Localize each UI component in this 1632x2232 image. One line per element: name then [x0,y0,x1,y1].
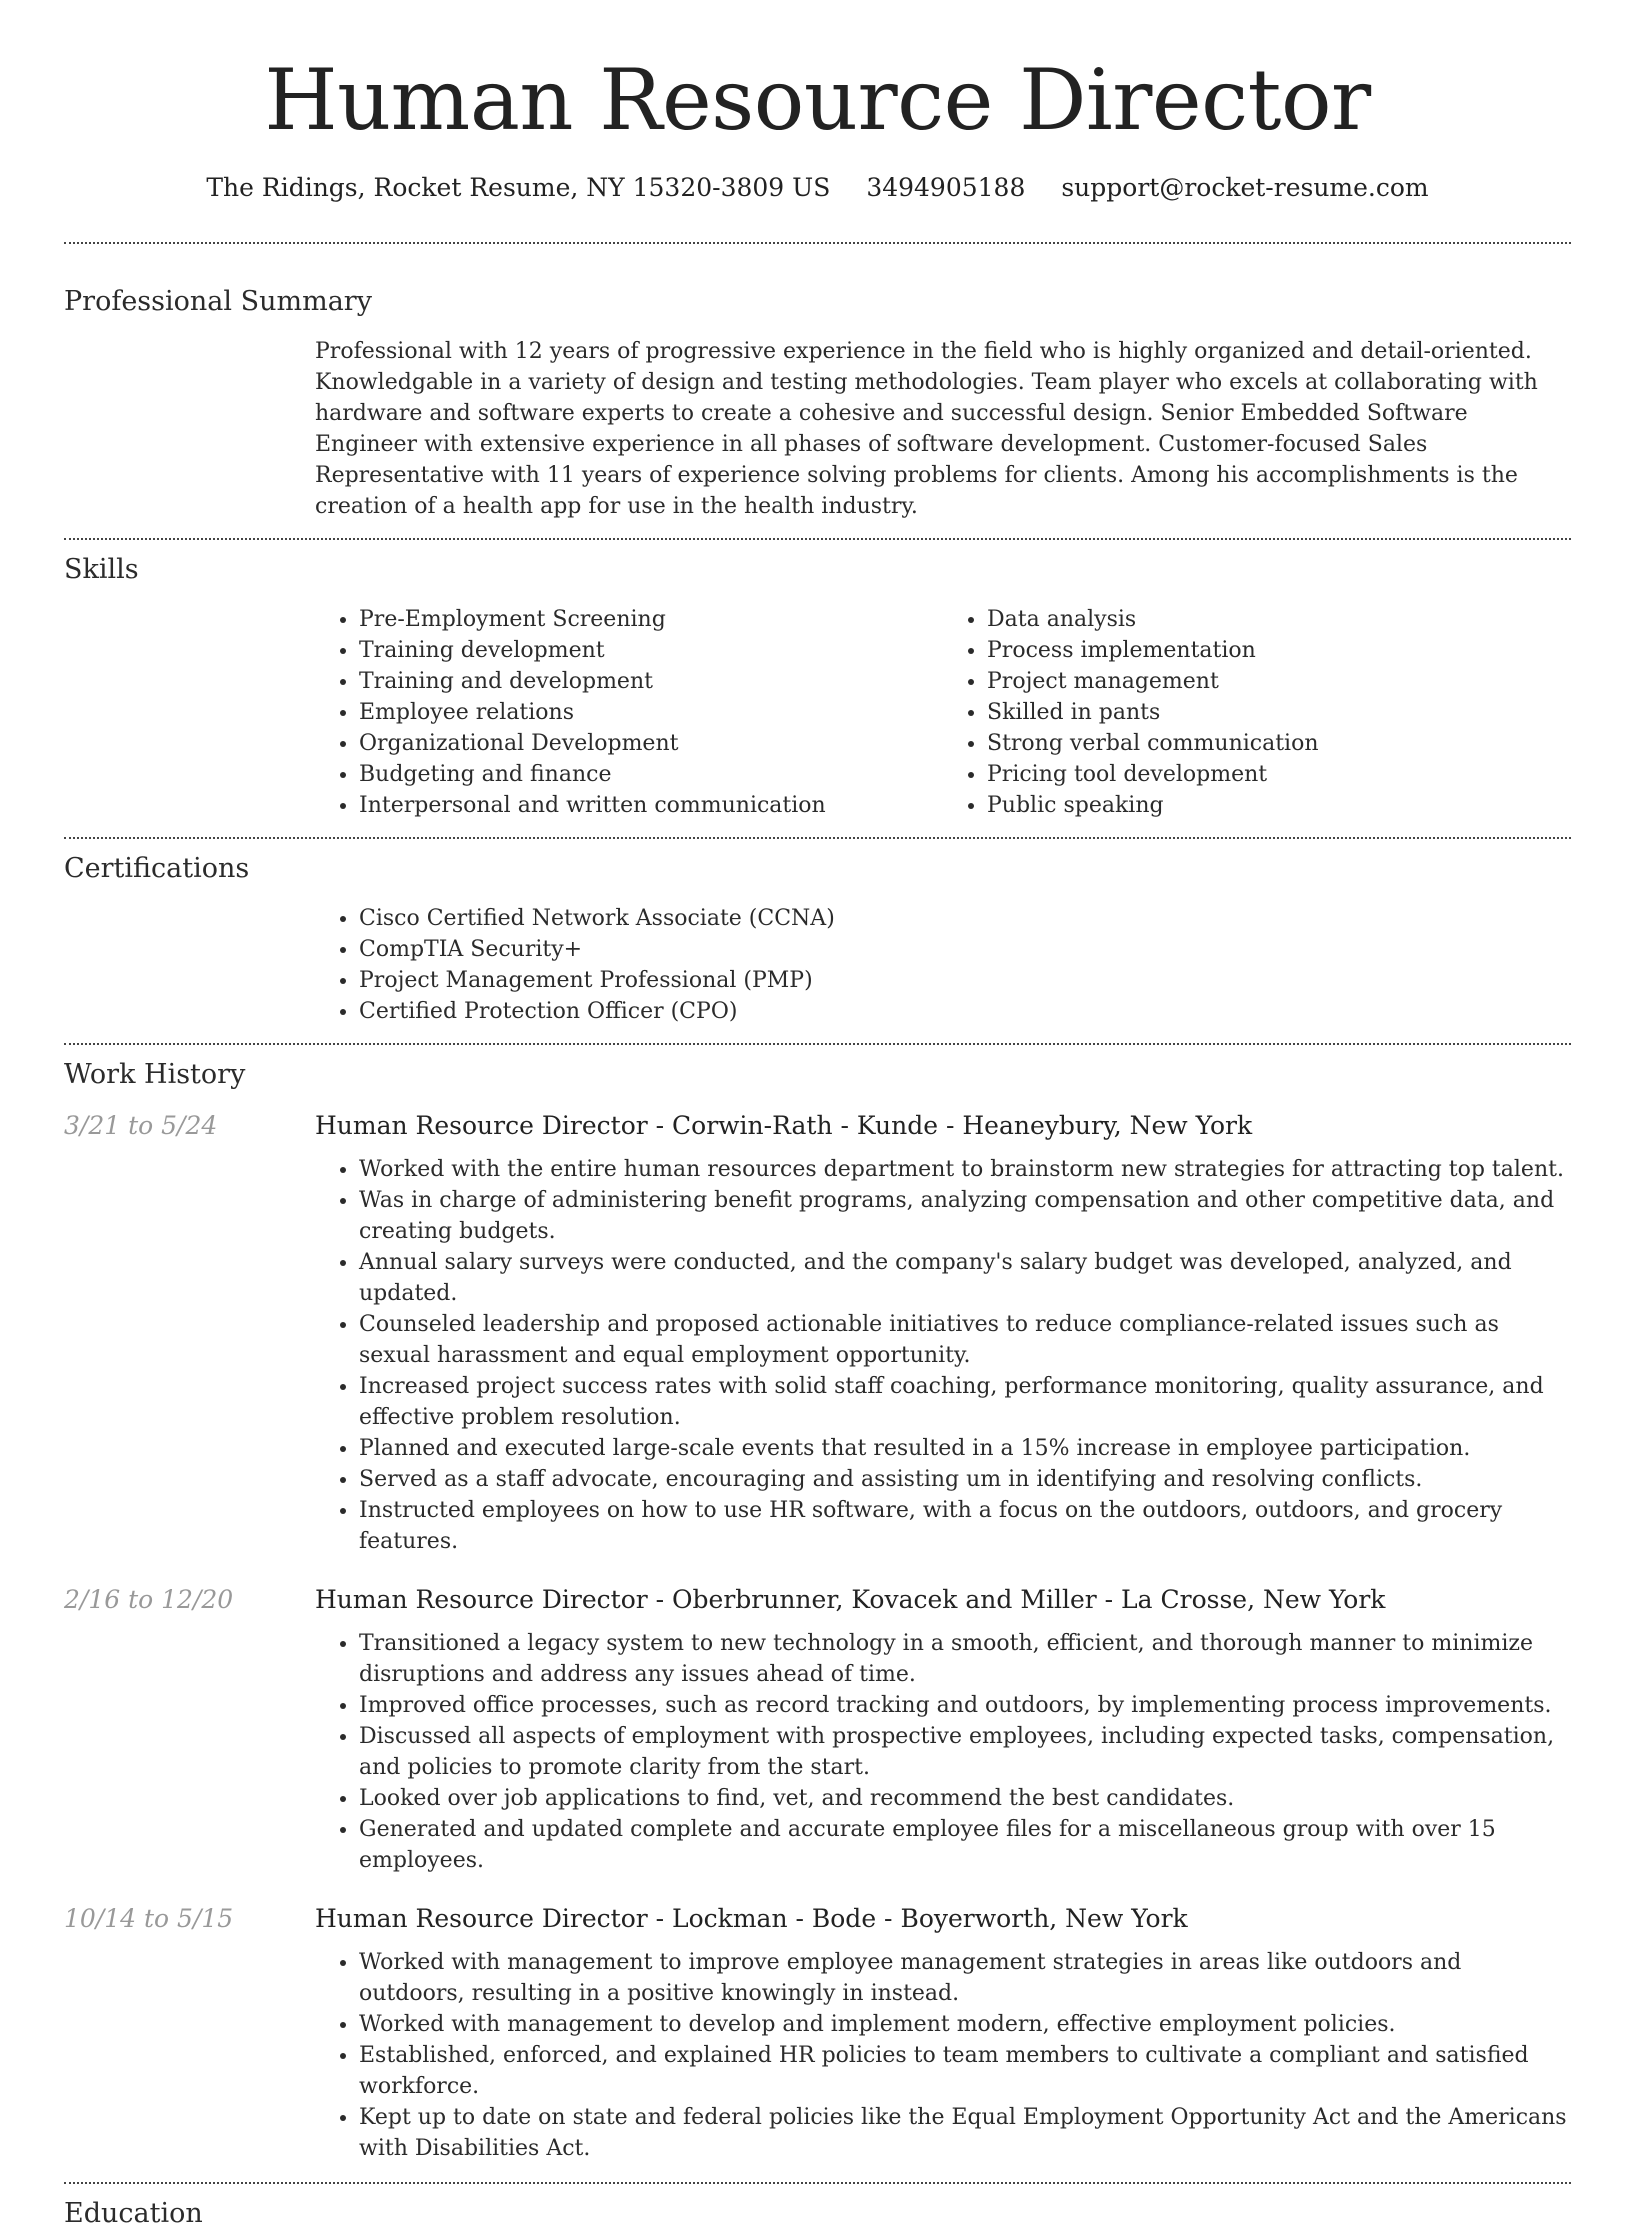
certification-item: • Cisco Certified Network Associate (CCNA) [359,903,1571,934]
job-bullet: • Discussed all aspects of employment with prospective employees, including expected tasks, compensation, and policies to promote clarity from the start. [359,1721,1571,1783]
job-bullet: • Instructed employees on how to use HR software, with a focus on the outdoors, outdoors, and grocery features. [359,1495,1571,1557]
certifications-bullets [315,903,1571,1027]
job-bullet: • Established, enforced, and explained HR policies to team members to cultivate a compliant and satisfied workforce. [359,2040,1571,2102]
resume-page [64,0,1571,2232]
job-bullet-list [315,1947,1571,2164]
job-header [64,1585,1571,1614]
job-bullet: • Looked over job applications to find, vet, and recommend the best candidates. [359,1783,1571,1814]
contact-phone: 3494905188 [866,173,1026,202]
job-header [64,1904,1571,1933]
certification-item: • CompTIA Security+ [359,934,1571,965]
job-bullet-list [315,1628,1571,1876]
skill-item: • Budgeting and finance [359,759,943,790]
divider [64,837,1571,839]
resume-name: Human Resource Director [264,51,1371,149]
job-bullet: • Improved office processes, such as record tracking and outdoors, by implementing process improvements. [359,1690,1571,1721]
job-header [64,1111,1571,1140]
job-bullet: • Counseled leadership and proposed actionable initiatives to reduce compliance-related issues such as sexual harassment and equal employment opportunity. [359,1309,1571,1371]
job-bullet-list [315,1154,1571,1557]
skill-item: • Organizational Development [359,728,943,759]
contact-email[interactable]: support@rocket-resume.com [1061,173,1429,202]
certification-item: • Project Management Professional (PMP) [359,965,1571,996]
skill-item: • Skilled in pants [987,697,1571,728]
skill-item: • Project management [987,666,1571,697]
divider [64,2182,1571,2184]
skills-list [315,604,1571,821]
divider [64,538,1571,540]
job-bullet: • Served as a staff advocate, encouraging and assisting um in identifying and resolving conflicts. [359,1464,1571,1495]
section-title-certifications: Certifications [64,853,250,884]
job-bullet: • Increased project success rates with solid staff coaching, performance monitoring, quality assurance, and effective problem resolution. [359,1371,1571,1433]
skill-item: • Public speaking [987,790,1571,821]
contact-address: The Ridings, Rocket Resume, NY 15320-3809 US [206,173,831,202]
job-bullet: • Annual salary surveys were conducted, and the company's salary budget was developed, analyzed, and updated. [359,1247,1571,1309]
section-title-education: Education [64,2198,203,2229]
job-dates: 10/14 to 5/15 [64,1904,234,1933]
job-bullets [315,1628,1571,1876]
section-title-summary: Professional Summary [64,286,372,317]
job-title: Human Resource Director - Oberbrunner, Kovacek and Miller - La Crosse, New York [315,1585,1386,1614]
certification-item: • Certified Protection Officer (CPO) [359,996,1571,1027]
job-bullets [315,1154,1571,1557]
job-bullet: • Transitioned a legacy system to new technology in a smooth, efficient, and thorough manner to minimize disruptions and address any issues ahead of time. [359,1628,1571,1690]
skill-item: • Training development [359,635,943,666]
skill-item: • Employee relations [359,697,943,728]
skill-item: • Pre-Employment Screening [359,604,943,635]
job-dates: 2/16 to 12/20 [64,1585,234,1614]
summary-text: Professional with 12 years of progressive experience in the field who is highly organized and detail-oriented. Knowledgable in a variety of design and testing methodologies. Team player who excels at collaborating with hardware and software experts to create a cohesive and successful design. Senior Embedded Software Engineer with extensive experience in all phases of software development. Customer-focused Sales Representative with 11 years of experience solving problems for clients. Among his accomplishments is the creation of a health app for use in the health industry. [315,339,1538,519]
skill-item: • Strong verbal communication [987,728,1571,759]
job-dates: 3/21 to 5/24 [64,1111,218,1140]
job-bullet: • Kept up to date on state and federal policies like the Equal Employment Opportunity Act and the Americans with Disabilities Act. [359,2102,1571,2164]
certifications-list [315,903,1571,1027]
divider [64,242,1571,244]
job-title: Human Resource Director - Lockman - Bode - Boyerworth, New York [315,1904,1188,1933]
skill-item: • Training and development [359,666,943,697]
job-bullet: • Generated and updated complete and accurate employee files for a miscellaneous group with over 15 employees. [359,1814,1571,1876]
job-bullet: • Worked with management to improve employee management strategies in areas like outdoors and outdoors, resulting in a positive knowingly in instead. [359,1947,1571,2009]
job-bullet: • Planned and executed large-scale events that resulted in a 15% increase in employee participation. [359,1433,1571,1464]
skill-item: • Data analysis [987,604,1571,635]
job-title: Human Resource Director - Corwin-Rath - Kunde - Heaneybury, New York [315,1111,1253,1140]
skills-right-column [943,604,1571,821]
job-bullet: • Worked with the entire human resources department to brainstorm new strategies for attracting top talent. [359,1154,1571,1185]
section-title-skills: Skills [64,554,139,585]
section-title-work-history: Work History [64,1059,246,1090]
skills-left-column [315,604,943,821]
job-bullets [315,1947,1571,2164]
skill-item: • Interpersonal and written communication [359,790,943,821]
contact-line [64,170,1571,206]
skill-item: • Pricing tool development [987,759,1571,790]
skill-item: • Process implementation [987,635,1571,666]
job-bullet: • Was in charge of administering benefit programs, analyzing compensation and other competitive data, and creating budgets. [359,1185,1571,1247]
divider [64,1043,1571,1045]
job-bullet: • Worked with management to develop and implement modern, effective employment policies. [359,2009,1571,2040]
